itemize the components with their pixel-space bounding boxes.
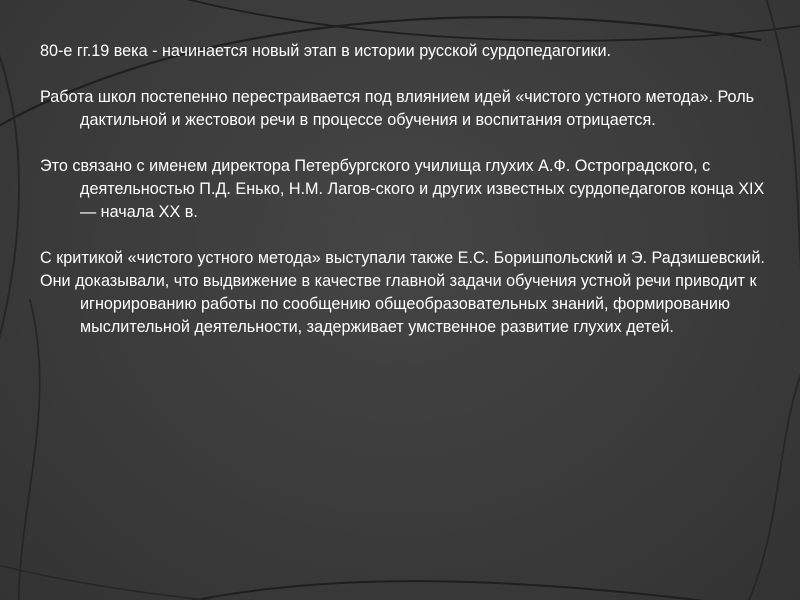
slide-text-body [40, 40, 770, 339]
paragraph: Это связано с именем директора Петербургского училища глухих А.Ф. Остроградского, с деятельностью П.Д. Енько, Н.М. Лагов-ского и других известных сурдопедагогов конца XIX — начала XX в. [40, 157, 765, 221]
paragraph: Они доказывали, что выдвижение в качестве главной задачи обучения устной речи приводит к игнорированию работы по сообщению общеобразовательных знаний, формированию мыслительной деятельности, задерживает умственное развитие глухих детей. [40, 272, 757, 336]
paragraph: С критикой «чистого устного метода» выступали также Е.С. Боришпольский и Э. Радзишевский. [40, 249, 765, 267]
paragraph: Работа школ постепенно перестраивается под влиянием идей «чистого устного метода». Роль дактильной и жестовои речи в процессе обучения и воспитания отрицается. [40, 88, 755, 129]
paragraph: 80-е гг.19 века - начинается новый этап в истории русской сурдопедагогики. [40, 42, 611, 60]
